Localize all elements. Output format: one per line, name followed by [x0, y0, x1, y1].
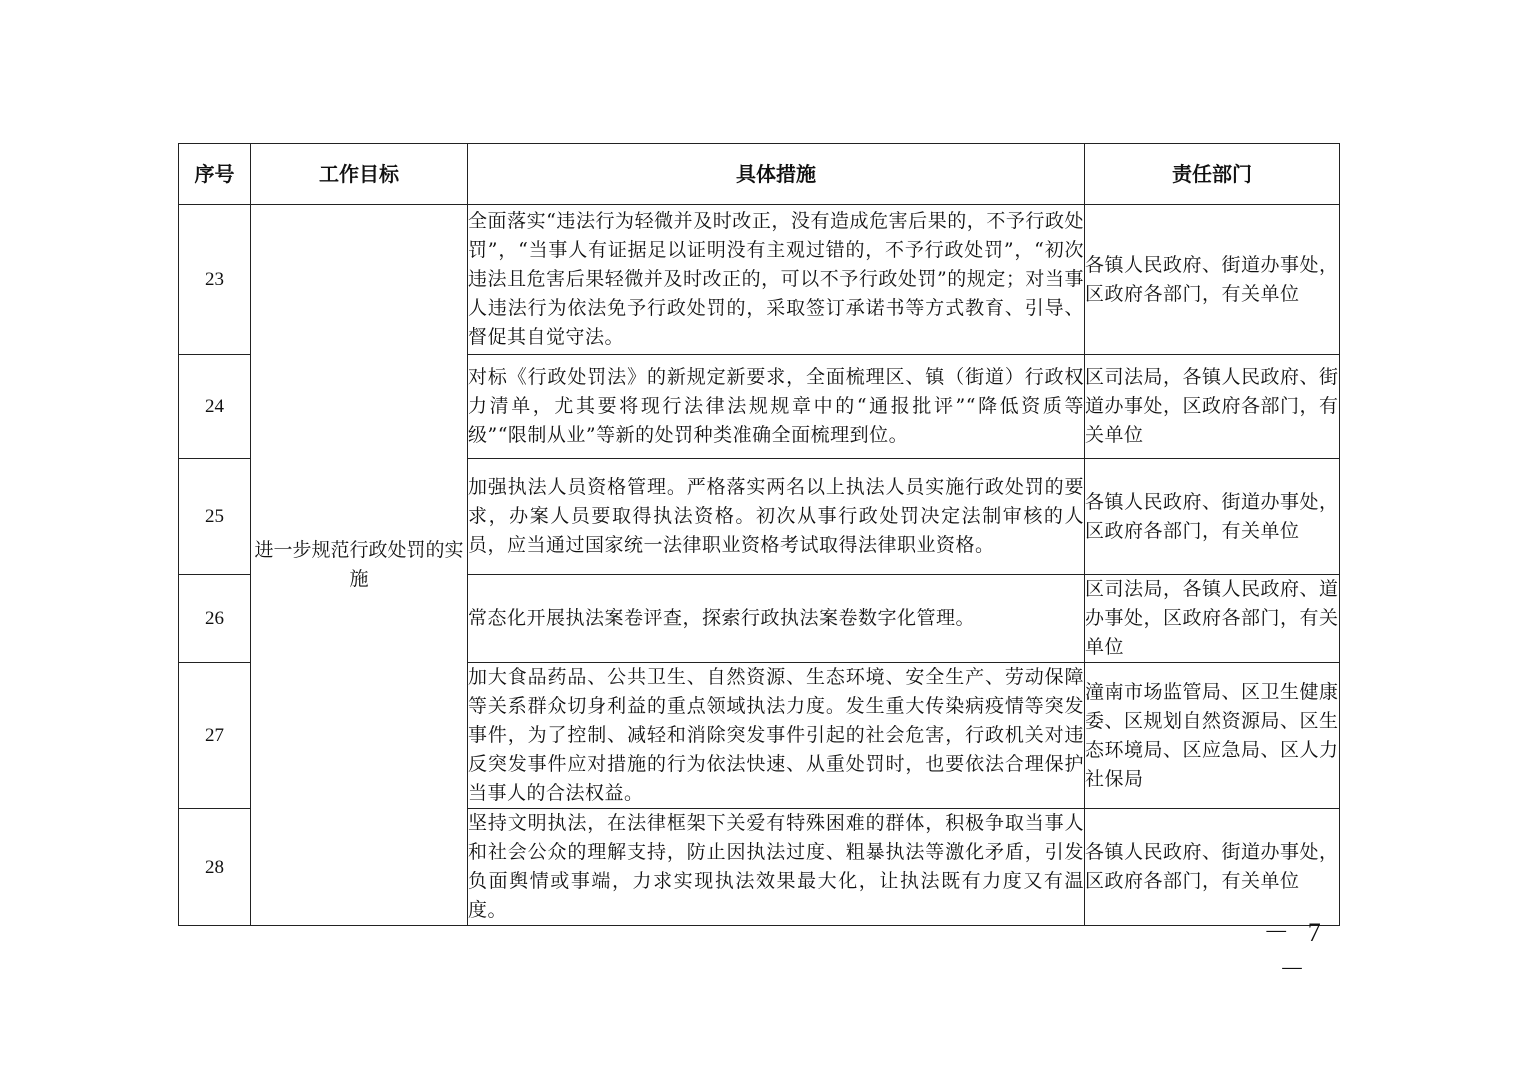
row-number: 28	[179, 809, 251, 926]
row-number: 23	[179, 205, 251, 355]
measure-text: 常态化开展执法案卷评查，探索行政执法案卷数字化管理。	[468, 575, 1085, 663]
header-goal: 工作目标	[251, 144, 468, 205]
row-number: 27	[179, 663, 251, 809]
measure-text: 对标《行政处罚法》的新规定新要求，全面梳理区、镇（街道）行政权力清单，尤其要将现行法律法规规章中的“通报批评”“降低资质等级”“限制从业”等新的处罚种类准确全面梳理到位。	[468, 355, 1085, 459]
measures-table	[178, 143, 1340, 926]
responsible-dept: 潼南市场监管局、区卫生健康委、区规划自然资源局、区生态环境局、区应急局、区人力社保局	[1085, 663, 1340, 809]
work-goal: 进一步规范行政处罚的实施	[251, 205, 468, 926]
row-number: 26	[179, 575, 251, 663]
responsible-dept: 各镇人民政府、街道办事处，区政府各部门，有关单位	[1085, 205, 1340, 355]
measure-text: 全面落实“违法行为轻微并及时改正，没有造成危害后果的，不予行政处罚”，“当事人有证据足以证明没有主观过错的，不予行政处罚”，“初次违法且危害后果轻微并及时改正的，可以不予行政处罚”的规定；对当事人违法行为依法免予行政处罚的，采取签订承诺书等方式教育、引导、督促其自觉守法。	[468, 205, 1085, 355]
measure-text: 坚持文明执法，在法律框架下关爱有特殊困难的群体，积极争取当事人和社会公众的理解支持，防止因执法过度、粗暴执法等激化矛盾，引发负面舆情或事端，力求实现执法效果最大化，让执法既有力度又有温度。	[468, 809, 1085, 926]
row-number: 24	[179, 355, 251, 459]
responsible-dept: 各镇人民政府、街道办事处，区政府各部门，有关单位	[1085, 809, 1340, 926]
responsible-dept: 各镇人民政府、街道办事处，区政府各部门，有关单位	[1085, 459, 1340, 575]
measure-text: 加大食品药品、公共卫生、自然资源、生态环境、安全生产、劳动保障等关系群众切身利益的重点领域执法力度。发生重大传染病疫情等突发事件，为了控制、减轻和消除突发事件引起的社会危害，行政机关对违反突发事件应对措施的行为依法快速、从重处罚时，也要依法合理保护当事人的合法权益。	[468, 663, 1085, 809]
row-number: 25	[179, 459, 251, 575]
responsible-dept: 区司法局，各镇人民政府、街道办事处，区政府各部门，有关单位	[1085, 355, 1340, 459]
responsible-dept: 区司法局，各镇人民政府、道办事处，区政府各部门，有关单位	[1085, 575, 1340, 663]
page-number: － 7 －	[1263, 918, 1327, 984]
table-row	[179, 205, 1340, 355]
table-header-row	[179, 144, 1340, 205]
measure-text: 加强执法人员资格管理。严格落实两名以上执法人员实施行政处罚的要求，办案人员要取得执法资格。初次从事行政处罚决定法制审核的人员，应当通过国家统一法律职业资格考试取得法律职业资格。	[468, 459, 1085, 575]
header-num: 序号	[179, 144, 251, 205]
header-measure: 具体措施	[468, 144, 1085, 205]
header-dept: 责任部门	[1085, 144, 1340, 205]
